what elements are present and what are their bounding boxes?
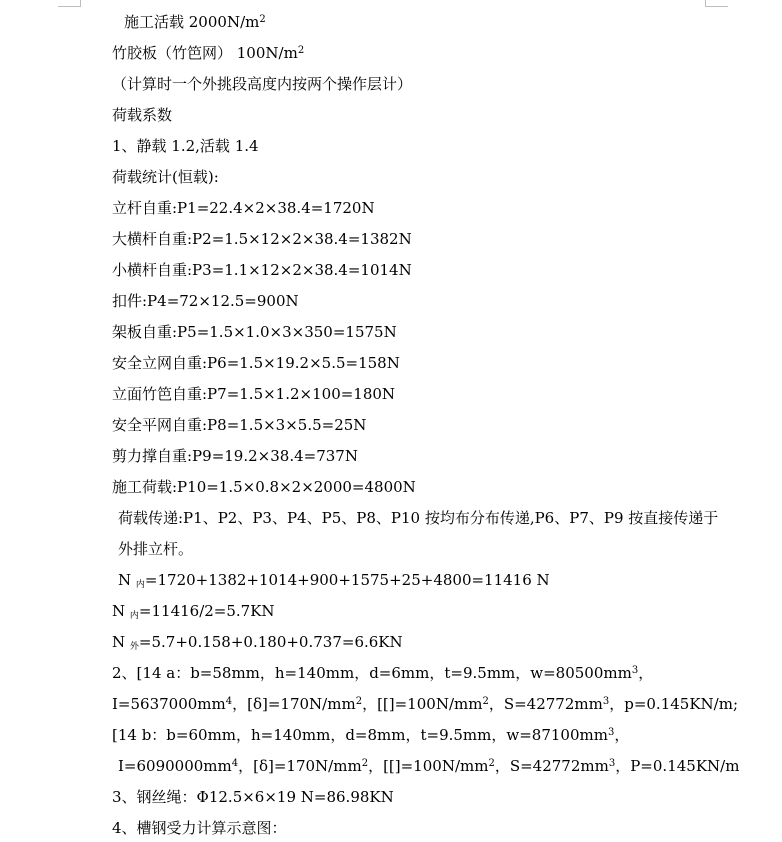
page-corner-mark-right xyxy=(705,0,728,7)
load-transfer-line-1: 荷载传递:P1、P2、P3、P4、P5、P8、P10 按均布分布传递,P6、P7、P9 按直接传递于 xyxy=(118,509,719,527)
load-factor-values: 1、静载 1.2,活载 1.4 xyxy=(112,137,259,155)
load-p9: 剪力撑自重:P9=19.2×38.4=737N xyxy=(112,447,358,465)
wire-rope-line: 3、钢丝绳：Φ12.5×6×19 N=86.98KN xyxy=(112,788,394,806)
load-p6: 安全立网自重:P6=1.5×19.2×5.5=158N xyxy=(112,354,400,372)
channel-14b-line-1: [14 b：b=60mm，h=140mm，d=8mm，t=9.5mm，$w=87100mm^3$， xyxy=(112,726,630,744)
calc-note-line: （计算时一个外挑段高度内按两个操作层计） xyxy=(112,75,413,93)
channel-14a-line-2: $I=5637000mm^4$，$[\delta]=170N/mm^2$，[$[]=100N/mm^2$，$S=42772mm^3$，p=0.145KN/m; xyxy=(112,695,738,713)
channel-14a-line-1: 2、[14 a：b=58mm，h=140mm，d=6mm，t=9.5mm，$w=80500mm^3$， xyxy=(112,664,654,682)
load-p1: 立杆自重:P1=22.4×2×38.4=1720N xyxy=(112,199,375,217)
load-p8: 安全平网自重:P8=1.5×3×5.5=25N xyxy=(112,416,367,434)
bamboo-board-line: 竹胶板（竹笆网） $100N/m^2$ xyxy=(112,44,305,62)
load-factor-heading: 荷载系数 xyxy=(112,106,173,124)
load-p5: 架板自重:P5=1.5×1.0×3×350=1575N xyxy=(112,323,397,341)
dead-load-heading: 荷载统计(恒载): xyxy=(112,168,219,186)
load-p3: 小横杆自重:P3=1.1×12×2×38.4=1014N xyxy=(112,261,412,279)
load-p2: 大横杆自重:P2=1.5×12×2×38.4=1382N xyxy=(112,230,412,248)
diagram-heading: 4、槽钢受力计算示意图： xyxy=(112,819,287,837)
n-inner-total: N $_内$=1720+1382+1014+900+1575+25+4800=11416 N xyxy=(118,571,550,590)
load-transfer-line-2: 外排立杆。 xyxy=(118,540,194,558)
page-corner-mark-left xyxy=(58,0,81,7)
load-p4: 扣件:P4=72×12.5=900N xyxy=(112,292,299,310)
load-p7: 立面竹笆自重:P7=1.5×1.2×100=180N xyxy=(112,385,396,403)
n-outer: N $_外$=5.7+0.158+0.180+0.737=6.6KN xyxy=(112,633,403,652)
live-load-line: 施工活载 $2000N/m^2$ xyxy=(124,13,266,31)
n-inner-half: N $_内$=11416/2=5.7KN xyxy=(112,602,275,621)
channel-14b-line-2: $I=6090000mm^4$，$[\delta]=170N/mm^2$，[$[]=100N/mm^2$，$S=42772mm^3$，P=0.145KN/m xyxy=(118,757,740,775)
load-p10: 施工荷载:P10=1.5×0.8×2×2000=4800N xyxy=(112,478,416,496)
